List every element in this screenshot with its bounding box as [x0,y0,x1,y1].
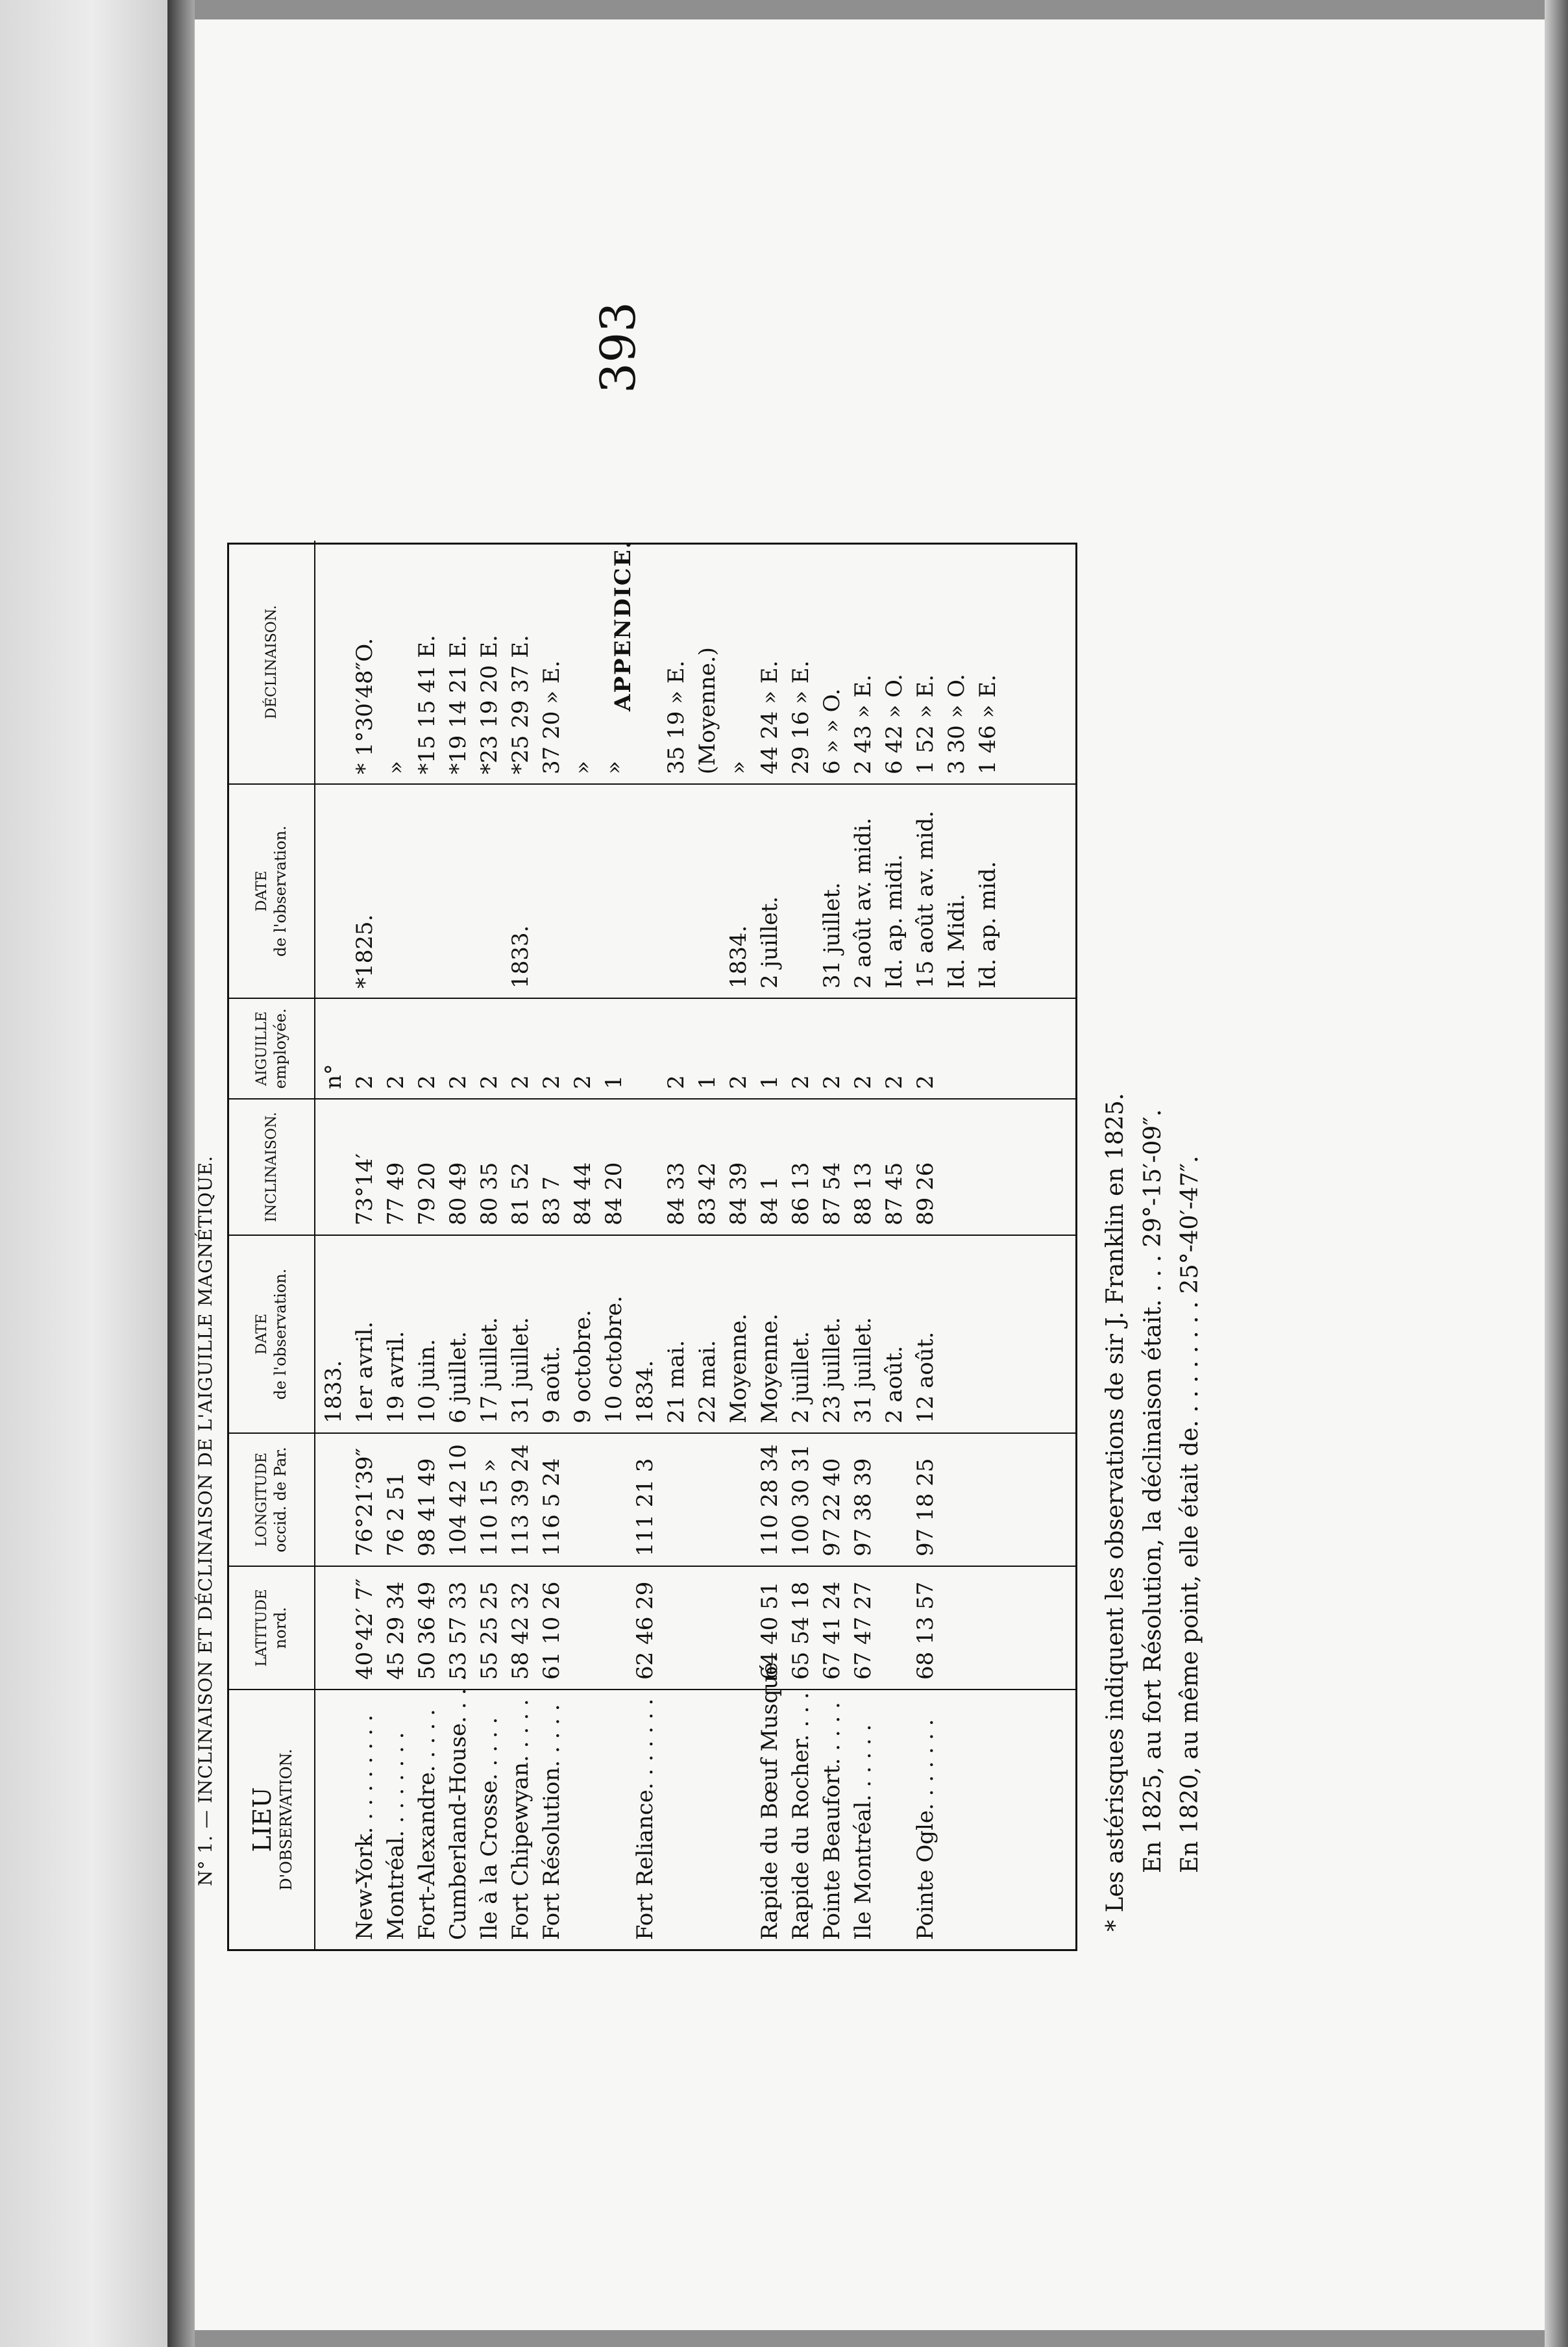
table-cell: *15 15 41 E. [414,635,441,774]
table-cell [536,794,567,989]
table-cell: 1 [694,1075,721,1089]
table-cell: 81 52 [508,1162,534,1225]
header-row [229,541,315,1949]
table-cell [630,550,661,774]
table-cell: Rapide du Rocher. . . . [788,1692,815,1940]
table-cell: 83 42 [694,1162,721,1225]
table-cell: 21 mai. [663,1340,690,1423]
column-date-declinaison [315,784,1075,998]
table-cell: 111 21 3 [632,1458,659,1556]
table-cell: 29 16 » E. [788,660,815,774]
table-cell: *19 14 21 E. [445,635,472,774]
table-cell: 3 30 » O. [944,674,970,774]
table-cell: 53 57 33 [445,1581,472,1680]
table-cell: 6 42 » O. [881,674,908,774]
table-cell [661,1576,692,1680]
table-cell: 2 [881,1075,908,1089]
table-cell: 2 [414,1075,441,1089]
table-cell [723,1699,754,1940]
table-cell [443,794,474,989]
table-cell: 6 juillet. [445,1331,472,1423]
table-cell: 2 août. [881,1346,908,1423]
table-cell: 50 36 49 [414,1581,441,1680]
table-cell: 9 octobre. [570,1309,596,1423]
table-cell: 2 43 » E. [850,674,877,774]
header-lieu: LIEU D'OBSERVATION. [229,1690,315,1949]
table-cell: 35 19 » E. [663,660,690,774]
table-cell [411,794,443,989]
table-cell: 15 août av. mid. [913,811,939,989]
table-cell [879,1443,910,1556]
table-cell: 68 13 57 [913,1581,939,1680]
header-inclinaison: INCLINAISON. [229,1099,315,1235]
table-cell [879,1699,910,1940]
table-cell: 17 juillet. [476,1317,503,1423]
table-cell: Fort-Alexandre. . . . . [414,1709,441,1940]
header-date-declinaison: DATE de l'observation. [229,784,315,998]
table-cell: 65 54 18 [788,1581,815,1680]
table-cell: 1833. [508,925,534,989]
table-cell: Ile à la Crosse. . . . . [476,1717,503,1940]
table-cell: 89 26 [913,1162,939,1225]
table-cell: *25 29 37 E. [508,635,534,774]
table-cell [567,1443,598,1556]
table-cell: 83 7 [539,1176,565,1225]
table-cell [723,1443,754,1556]
table-cell: 73°14′ [352,1153,378,1225]
table-cell [318,1109,349,1225]
column-longitude [315,1433,1075,1566]
table-cell: 62 46 29 [632,1581,659,1680]
table-cell: 67 47 27 [850,1581,877,1680]
table-cell: » [383,761,410,774]
table-cell: 1 [757,1075,783,1089]
table-cell: 64 40 51 [757,1581,783,1680]
table-title: N° 1. — INCLINAISON ET DÉCLINAISON DE L'AIGUILLE MAGNÉTIQUE. [195,1155,216,1886]
column-declinaison [315,541,1075,784]
table-cell: 97 38 39 [850,1458,877,1556]
table-cell: *1825. [352,914,378,989]
table-cell [598,1699,630,1940]
table-cell [785,794,816,989]
table-cell: 61 10 26 [539,1581,565,1680]
table-cell: 2 [539,1075,565,1089]
table-cell [692,1576,723,1680]
table-cell [879,1576,910,1680]
header-longitude: LONGITUDE occid. de Par. [229,1433,315,1566]
table-cell: 2 [508,1075,534,1089]
footnote-asterisk: * Les astérisques indiquent les observations de sir J. Franklin en 1825. [1102,1092,1129,1932]
table-cell: Fort Chipewyan. . . . . [508,1699,534,1940]
table-cell: 1er avril. [352,1321,378,1423]
table-cell [567,1699,598,1940]
table-cell: 2 [352,1075,378,1089]
table-cell: » [726,761,752,774]
table-cell [318,794,349,989]
table-cell: 37 20 » E. [539,660,565,774]
table-cell [661,1443,692,1556]
magnetic-table [227,543,1077,1951]
table-cell: Pointe Ogle. . . . . . . [913,1719,939,1940]
table-cell: 80 35 [476,1162,503,1225]
table-cell: 2 [445,1075,472,1089]
table-cell: 76°21′39″ [352,1447,378,1556]
table-cell: New-York. . . . . . . . . [352,1714,378,1940]
table-cell: Rapide du Bœuf Musqué. [757,1654,783,1940]
table-cell: Moyenne. [757,1313,783,1423]
table-cell: 84 33 [663,1162,690,1225]
table-cell: Id. Midi. [944,894,970,989]
table-cell: Montréal. . . . . . . . [383,1732,410,1940]
table-cell [598,1443,630,1556]
table-cell: 31 juillet. [508,1317,534,1423]
table-cell: Moyenne. [726,1313,752,1423]
table-cell: Id. ap. mid. [975,861,1001,989]
table-cell: 97 22 40 [819,1458,846,1556]
table-cell: 23 juillet. [819,1317,846,1423]
table-cell: 88 13 [850,1162,877,1225]
table-cell: Ile Montréal. . . . . . [850,1724,877,1940]
header-latitude: LATITUDE nord. [229,1566,315,1690]
table-cell: 2 [819,1075,846,1089]
table-cell: * 1°30′48″O. [352,637,378,774]
table-cell: 44 24 » E. [757,660,783,774]
table-cell: Pointe Beaufort. . . . . [819,1702,846,1940]
table-cell: 9 août. [539,1346,565,1423]
table-cell: 12 août. [913,1331,939,1423]
table-cell: *23 19 20 E. [476,635,503,774]
table-cell: 84 39 [726,1162,752,1225]
table-cell: 77 49 [383,1162,410,1225]
column-aiguille [315,998,1075,1099]
table-cell: Id. ap. midi. [881,854,908,989]
table-cell: 2 juillet. [788,1331,815,1423]
table-cell: » [601,761,628,774]
table-body-row [315,541,1075,1949]
table-cell: » [570,761,596,774]
table-cell [380,794,411,989]
table-cell: 76 2 51 [383,1472,410,1556]
table-cell: 19 avril. [383,1331,410,1423]
column-inclinaison [315,1099,1075,1235]
table-cell: 87 45 [881,1162,908,1225]
table-cell: 1833. [321,1360,347,1423]
column-lieu [315,1654,1075,1949]
table-cell: 97 18 25 [913,1458,939,1556]
table-cell: 2 [570,1075,596,1089]
table-cell: 79 20 [414,1162,441,1225]
table-cell: 100 30 31 [788,1444,815,1556]
page-number: 393 [591,301,646,393]
footnote-1820: En 1820, au même point, elle était de. . . . . . . . . 25°-40′-47″. [1177,1155,1204,1873]
header-aiguille: AIGUILLE employée. [229,998,315,1099]
table-cell: Cumberland-House. . . . [445,1674,472,1940]
table-cell: 2 [383,1075,410,1089]
table-cell: 2 [663,1075,690,1089]
table-cell: 1 [601,1075,628,1089]
table-cell: 6 » » O. [819,688,846,774]
header-date-inclinaison: DATE de l'observation. [229,1235,315,1433]
table-cell [692,794,723,989]
table-cell [661,1699,692,1940]
table-cell [567,1576,598,1680]
footnote-1825: En 1825, au fort Résolution, la déclinaison était. . . . 29°-15′-09″. [1139,1109,1166,1873]
table-cell: 1834. [632,1360,659,1423]
table-cell: 104 42 10 [445,1444,472,1556]
table-cell: Fort Reliance. . . . . . . [632,1698,659,1940]
table-cell: 31 juillet. [819,882,846,989]
table-cell: 2 [788,1075,815,1089]
table-cell: 2 [913,1075,939,1089]
table-cell [318,1699,349,1940]
table-cell [474,794,505,989]
table-cell: 84 1 [757,1176,783,1225]
table-cell: 1 52 » E. [913,674,939,774]
table-cell: 2 [726,1075,752,1089]
table-cell: 1 46 » E. [975,674,1001,774]
table-cell: 80 49 [445,1162,472,1225]
table-cell [598,794,630,989]
table-cell: 67 41 24 [819,1581,846,1680]
table-cell: 22 mai. [694,1340,721,1423]
table-cell: 10 octobre. [601,1296,628,1423]
table-cell: 110 15 » [476,1458,503,1556]
column-date-inclinaison [315,1235,1075,1433]
table-cell: n° [321,1064,347,1089]
table-cell: 110 28 34 [757,1444,783,1556]
table-cell: 113 39 24 [508,1444,534,1556]
table-cell: 98 41 49 [414,1458,441,1556]
table-cell: 87 54 [819,1162,846,1225]
table-cell: 2 [850,1075,877,1089]
table-cell: 2 [476,1075,503,1089]
table-cell: 58 42 32 [508,1581,534,1680]
table-cell [598,1576,630,1680]
table-cell: 10 juin. [414,1338,441,1423]
table-cell: 116 5 24 [539,1458,565,1556]
column-latitude [315,1566,1075,1690]
table-cell [661,794,692,989]
table-cell: 55 25 25 [476,1581,503,1680]
header-declinaison: DÉCLINAISON. [229,541,315,784]
table-cell: 2 août av. midi. [850,817,877,989]
table-cell: 84 44 [570,1162,596,1225]
table-cell [318,1576,349,1680]
table-cell [723,1576,754,1680]
table-cell: 1834. [726,925,752,989]
footnotes [1097,1093,1209,1932]
table-cell [692,1699,723,1940]
table-cell [318,1443,349,1556]
table-cell: 45 29 34 [383,1581,410,1680]
running-header: APPENDICE. [610,539,636,711]
table-cell [630,1008,661,1089]
table-cell [567,794,598,989]
table-cell: 84 20 [601,1162,628,1225]
table-cell: 2 juillet. [757,896,783,989]
table-cell [630,1109,661,1225]
table-cell [692,1443,723,1556]
table-cell [630,794,661,989]
table-cell: 31 juillet. [850,1317,877,1423]
table-cell: (Moyenne.) [694,647,721,774]
observation-table [229,541,1075,1949]
table-cell [318,550,349,774]
table-cell: 40°42′ 7″ [352,1578,378,1680]
table-cell: 86 13 [788,1162,815,1225]
table-cell: Fort Résolution. . . . . [539,1704,565,1940]
